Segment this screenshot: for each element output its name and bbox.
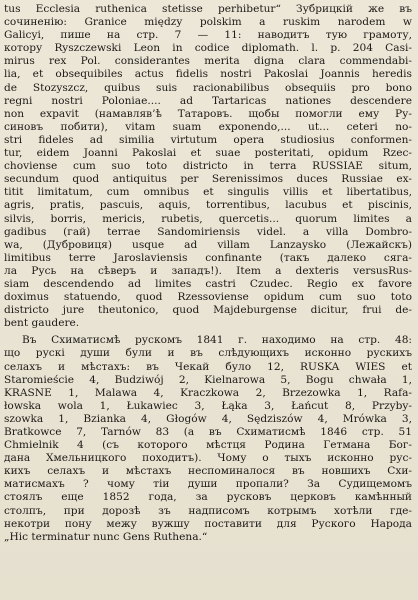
text-line: селахъ и мѣстахъ: въ Чекай було 12, RUSKA WIES et (4, 360, 412, 373)
text-line: Chmielnik 4 (съ которого мѣстця Родина Гетмана Бог- (4, 439, 412, 452)
text-line: Staromieście 4, Budziwój 2, Kielnarowa 5, Bogu chwała 1, (4, 373, 412, 386)
text-line: secundum quod antiquitus per Serenissimos duces Russiae ex- (4, 173, 412, 186)
text-line: tus Ecclesia ruthenica stetisse perhibetur“ Зубрицкій же въ (4, 3, 412, 15)
text-line: сочиненію: Granice między polskim a ruskim narodem w (4, 16, 412, 29)
text-line: „Hic terminatur nunc Gens Ruthena.“ (4, 530, 208, 543)
text-line: non expavit (намавляв’ѣ Татаровъ. щобы помогли ему Ру- (4, 107, 412, 120)
text-line: некотри пону межу вужшу поставити для Руского Народа (4, 517, 412, 530)
text-line: agris, pratis, pascuis, aquis, torrentibus, lacubus et piscinis, (4, 199, 412, 212)
text-line: KRASNE 1, Malawa 4, Kraczkowa 2, Brzezowka 1, Rafa- (4, 386, 412, 399)
text-line: silvis, borris, mericis, rubetis, quercetis... quorum limites a (4, 212, 412, 225)
text-line: синовъ побити), vitam suam exponendo,... ut... ceteri no- (4, 120, 412, 133)
text-line: wa, (Дубровиця) usque ad villam Lanzaysko (Лежайскъ) (4, 238, 412, 251)
text-line: districto jure theutonico, quod Majdeburgense dicitur, frui de- (4, 304, 412, 317)
text-line: Galicyi, пише на стр. 7 — 11: наводитъ тую грамоту, (4, 29, 412, 42)
text-line: ла Русь на сѣверъ и западъ!). Item a dexteris versusRus- (4, 264, 412, 277)
text-line: дана Хмельницкого походитъ). Чому о тыхъ исконно рус- (4, 452, 412, 465)
text-line: titit limitatum, cum omnibus et singulis villis et libertatibus, (4, 186, 412, 199)
text-line: Въ Схиматисмѣ рускомъ 1841 г. находимо на стр. 48: (22, 334, 412, 347)
text-line: стоялъ еще 1852 года, за русковъ церковъ камѣнный (4, 491, 412, 504)
text-line: siam descendendo ad limites castri Czudec. Regio ex favore (4, 277, 412, 290)
text-line: szowka 1, Bzianka 4, Głogów 4, Sędziszów 4, Mrówka 3, (4, 412, 412, 425)
text-line: tur, eidem Joanni Pakoslai et suae posteritati, opidum Rzeс- (4, 147, 412, 160)
text-line: de Stozyszcz, quibus suis racionabilibus obsequiis pro bono (4, 81, 412, 94)
text-line: regni nostri Poloniae.... ad Tartaricas nationes descendere (4, 94, 412, 107)
paragraph-1 (4, 3, 412, 330)
text-line: столпъ, при дорозѣ зъ надписомъ котрымъ хотѣли где- (4, 504, 412, 517)
paragraph-2 (4, 334, 412, 544)
text-line: stri fideles ad similia virtutum opera studiosius conformen- (4, 133, 412, 146)
text-line: limitibus terre Jaroslaviensis confinante (такъ далеко сяга- (4, 251, 412, 264)
text-line: Bratkowce 7, Tarnów 83 (а въ Схиматисмѣ 1846 стр. 51 (4, 426, 412, 438)
text-line: gadibus (гай) terrae Sandomiriensis videl. a villa Dombro- (4, 225, 412, 238)
text-line: choviense cum suo toto districto in terra RUSSIAE situm, (4, 160, 412, 173)
text-line: doximus statuendo, quod Rzessoviense opidum cum suo toto (4, 291, 412, 304)
text-line: котору Ryszczewski Leon in codice diplomath. l. р. 204 Casi- (4, 42, 412, 55)
text-line: mirus rex Pol. considerantes merita digna clara commendabi- (4, 55, 412, 68)
text-line: кихъ селахъ и мѣстахъ неспоминалося въ новшихъ Схи- (4, 465, 412, 478)
text-line: bent gaudere. (4, 317, 80, 330)
text-line: lia, et obsequibiles actus fidelis nostri Pakoslai Joannis heredis (4, 68, 412, 81)
text-line: що рускі души були и въ слѣдующихъ исконно рускихъ (4, 347, 412, 360)
text-line: матисмахъ ? чому тіи души пропали? За Судищемомъ (4, 478, 412, 491)
text-line: łowska wola 1, Łukawiec 3, Łąka 3, Łańcut 8, Przyby- (4, 399, 412, 412)
